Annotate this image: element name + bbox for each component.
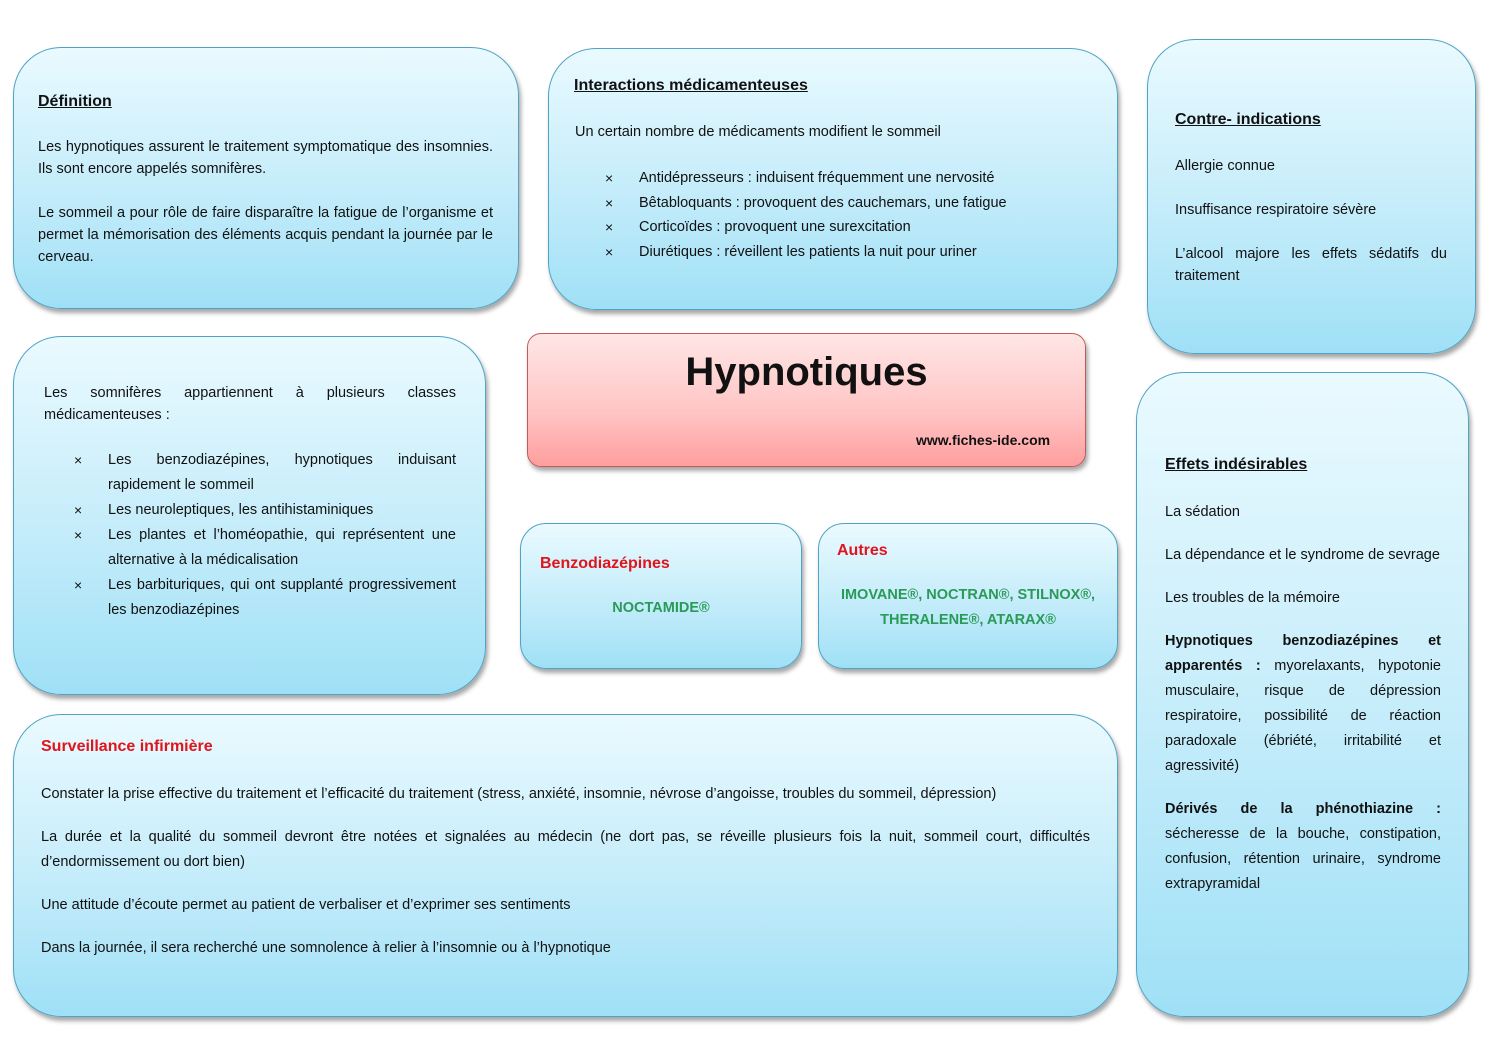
- list-item: × Les neuroleptiques, les antihistaminiques: [44, 498, 456, 523]
- list-item: × Les plantes et l’homéopathie, qui représentent une alternative à la médicalisation: [44, 523, 456, 573]
- cross-icon: ×: [74, 502, 83, 518]
- effects-heading: Effets indésirables: [1165, 456, 1308, 473]
- list-item: Les troubles de la mémoire: [1165, 590, 1340, 606]
- cross-icon: ×: [74, 577, 83, 593]
- list-item: × Les benzodiazépines, hypnotiques induisant rapidement le sommeil: [44, 448, 456, 498]
- definition-text: [38, 136, 493, 290]
- surveillance-text: [41, 782, 1090, 983]
- cross-icon: ×: [605, 170, 614, 186]
- list-item: Allergie connue: [1175, 158, 1275, 174]
- benzo-drugs: NOCTAMIDE®: [612, 600, 710, 616]
- interactions-heading: Interactions médicamenteuses: [574, 77, 808, 94]
- cross-icon: ×: [605, 243, 614, 260]
- benzo-heading: Benzodiazépines: [540, 555, 670, 572]
- list-item: × Antidépresseurs : induisent fréquemment une nervosité: [575, 166, 1075, 191]
- classes-list: [44, 448, 456, 623]
- classes-intro: Les somnifères appartiennent à plusieurs classes médicamenteuses :: [44, 385, 456, 423]
- effects-pheno: [1165, 797, 1441, 897]
- surveillance-paragraph: Constater la prise effective du traitement et l’efficacité du traitement (stress, anxiété, insomnie, névrose d’angoisse, troubles du sommeil, dépression): [41, 786, 997, 802]
- definition-heading: Définition: [38, 93, 112, 110]
- effects-text: [1165, 500, 1441, 919]
- cross-icon: ×: [605, 194, 614, 211]
- interactions-list: [575, 166, 1075, 264]
- cross-icon: ×: [605, 219, 614, 235]
- surveillance-paragraph: Dans la journée, il sera recherché une somnolence à relier à l’insomnie ou à l’hypnotique: [41, 940, 611, 956]
- list-item: × Bêtabloquants : provoquent des cauchemars, une fatigue: [575, 191, 1075, 216]
- effects-benzo-label: Hypnotiques benzodiazépines et apparentés :: [1165, 633, 1441, 674]
- definition-paragraph: Le sommeil a pour rôle de faire disparaître la fatigue de l’organisme et permet la mémorisation des éléments acquis pendant la journée par le cerveau.: [38, 205, 493, 265]
- surveillance-paragraph: Une attitude d’écoute permet au patient de verbaliser et d’exprimer ses sentiments: [41, 897, 571, 913]
- page-title: Hypnotiques: [685, 350, 928, 394]
- benzo-box: [520, 523, 802, 669]
- cross-icon: ×: [74, 452, 83, 468]
- list-item: × Diurétiques : réveillent les patients la nuit pour uriner: [575, 240, 1075, 265]
- list-item: La sédation: [1165, 504, 1240, 520]
- autres-drugs-line2: THERALENE®, ATARAX®: [880, 612, 1056, 628]
- autres-drugs-line1: IMOVANE®, NOCTRAN®, STILNOX®,: [840, 587, 1096, 603]
- effects-pheno-label: Dérivés de la phénothiazine :: [1165, 801, 1441, 817]
- interactions-intro: Un certain nombre de médicaments modifient le sommeil: [575, 124, 941, 140]
- list-item: × Corticoïdes : provoquent une surexcitation: [575, 215, 1075, 240]
- effects-pheno-text: sécheresse de la bouche, constipation, confusion, rétention urinaire, syndrome extrapyramidal: [1165, 826, 1441, 892]
- list-item: × Les barbituriques, qui ont supplanté progressivement les benzodiazépines: [44, 573, 456, 623]
- cross-icon: ×: [74, 527, 83, 543]
- contraindications-heading: Contre- indications: [1175, 111, 1321, 128]
- effects-benzo-text: myorelaxants, hypotonie musculaire, risque de dépression respiratoire, possibilité de réaction paradoxale (ébriété, irritabilité et agressivité): [1165, 658, 1441, 774]
- autres-heading: Autres: [837, 542, 888, 559]
- surveillance-heading: Surveillance infirmière: [41, 738, 213, 755]
- contraindications-list: [1175, 155, 1447, 309]
- list-item: La dépendance et le syndrome de sevrage: [1165, 547, 1440, 563]
- list-item: Insuffisance respiratoire sévère: [1175, 202, 1377, 218]
- surveillance-paragraph: La durée et la qualité du sommeil devront être notées et signalées au médecin (ne dort pas, se réveille plusieurs fois la nuit, sommeil court, difficultés d’endormissement ou dort bien): [41, 829, 1090, 870]
- website-link[interactable]: www.fiches-ide.com: [916, 432, 1051, 448]
- definition-paragraph: Les hypnotiques assurent le traitement symptomatique des insomnies. Ils sont encore appelés somnifères.: [38, 139, 493, 177]
- list-item: L’alcool majore les effets sédatifs du traitement: [1175, 246, 1447, 284]
- effects-benzo: [1165, 629, 1441, 779]
